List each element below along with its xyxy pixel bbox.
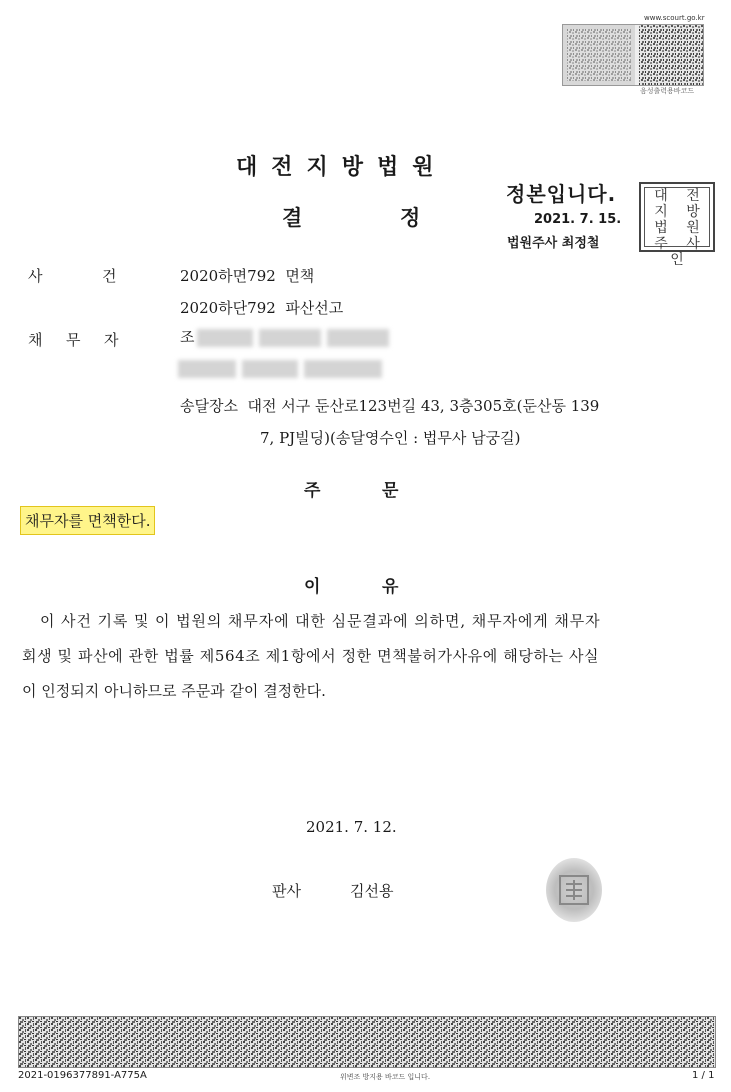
debtor-label-char-2: 무: [66, 331, 81, 349]
document-type-char-2: 정: [400, 205, 421, 230]
redacted-block: [242, 360, 298, 378]
order-heading-char-1: 주: [304, 481, 321, 501]
decision-date: 2021. 7. 12.: [306, 818, 397, 836]
reason-heading-char-1: 이: [304, 577, 321, 597]
delivery-address-line-2: 7, PJ빌딩)(송달영수인 : 법무사 남궁길): [260, 429, 521, 447]
order-text-highlighted: 채무자를 면책한다.: [20, 506, 155, 535]
case-number-bankruptcy: 2020하단792 파산선고: [180, 299, 344, 317]
barcode-caption: 음성출력용바코드: [640, 87, 695, 95]
court-website-url: www.scourt.go.kr: [644, 14, 705, 22]
certified-copy-title: 정본입니다.: [506, 182, 617, 206]
judge-seal-icon: [546, 858, 602, 922]
case-label-char-1: 사: [28, 267, 43, 285]
judge-name: 김선용: [350, 882, 394, 900]
seal-char: 원: [686, 220, 700, 236]
reason-paragraph: [22, 604, 694, 709]
barcode-pattern: [563, 25, 703, 85]
seal-char: 지: [654, 204, 668, 220]
seal-mark-icon: [554, 870, 594, 910]
document-number: 2021-0196377891-A775A: [18, 1070, 147, 1081]
judge-seal-mark: [546, 858, 602, 922]
document-type-char-1: 결: [282, 205, 303, 230]
anti-forgery-caption: 위변조 방지용 바코드 입니다.: [340, 1073, 431, 1081]
reason-line-1: 이 사건 기록 및 이 법원의 채무자에 대한 심문결과에 의하면, 채무자에게 채무자: [40, 612, 601, 630]
seal-char: 인: [670, 252, 684, 268]
debtor-name: [180, 326, 395, 347]
redacted-block: [327, 329, 389, 347]
seal-char: 사: [686, 236, 700, 252]
reason-line-2: 회생 및 파산에 관한 법률 제564조 제1항에서 정한 면책불허가사유에 해당하는 사실: [22, 647, 600, 665]
certification-date: 2021. 7. 15.: [534, 212, 622, 227]
audio-barcode-icon: [562, 24, 704, 86]
court-seal-icon: [639, 182, 715, 268]
court-seal-grid: [644, 187, 710, 268]
debtor-label-char-3: 자: [104, 331, 119, 349]
case-label-char-2: 건: [102, 267, 117, 285]
redacted-address: [178, 358, 388, 378]
reason-heading-char-2: 유: [382, 577, 399, 597]
debtor-label-char-1: 채: [28, 331, 43, 349]
reason-line-3: 이 인정되지 아니하므로 주문과 같이 결정한다.: [22, 682, 326, 700]
anti-forgery-barcode-icon: [18, 1016, 716, 1068]
seal-char: 주: [654, 236, 668, 252]
seal-char: 전: [686, 188, 700, 204]
redacted-block: [197, 329, 253, 347]
judge-title: 판사: [272, 882, 301, 900]
redacted-block: [304, 360, 382, 378]
case-number-discharge: 2020하면792 면책: [180, 267, 315, 285]
seal-char: 방: [686, 204, 700, 220]
court-name: 대전지방법원: [236, 154, 448, 180]
certifying-clerk: 법원주사 최정철: [507, 236, 600, 251]
redacted-block: [259, 329, 321, 347]
debtor-name-prefix: 조: [180, 328, 195, 346]
bottom-barcode-pattern: [19, 1017, 715, 1067]
order-heading-char-2: 문: [382, 481, 399, 501]
seal-char: 대: [654, 188, 668, 204]
page-number: 1 / 1: [692, 1070, 715, 1081]
seal-char: 법: [654, 220, 668, 236]
redacted-block: [178, 360, 236, 378]
delivery-address-line-1: 송달장소 대전 서구 둔산로123번길 43, 3층305호(둔산동 139: [180, 397, 600, 415]
